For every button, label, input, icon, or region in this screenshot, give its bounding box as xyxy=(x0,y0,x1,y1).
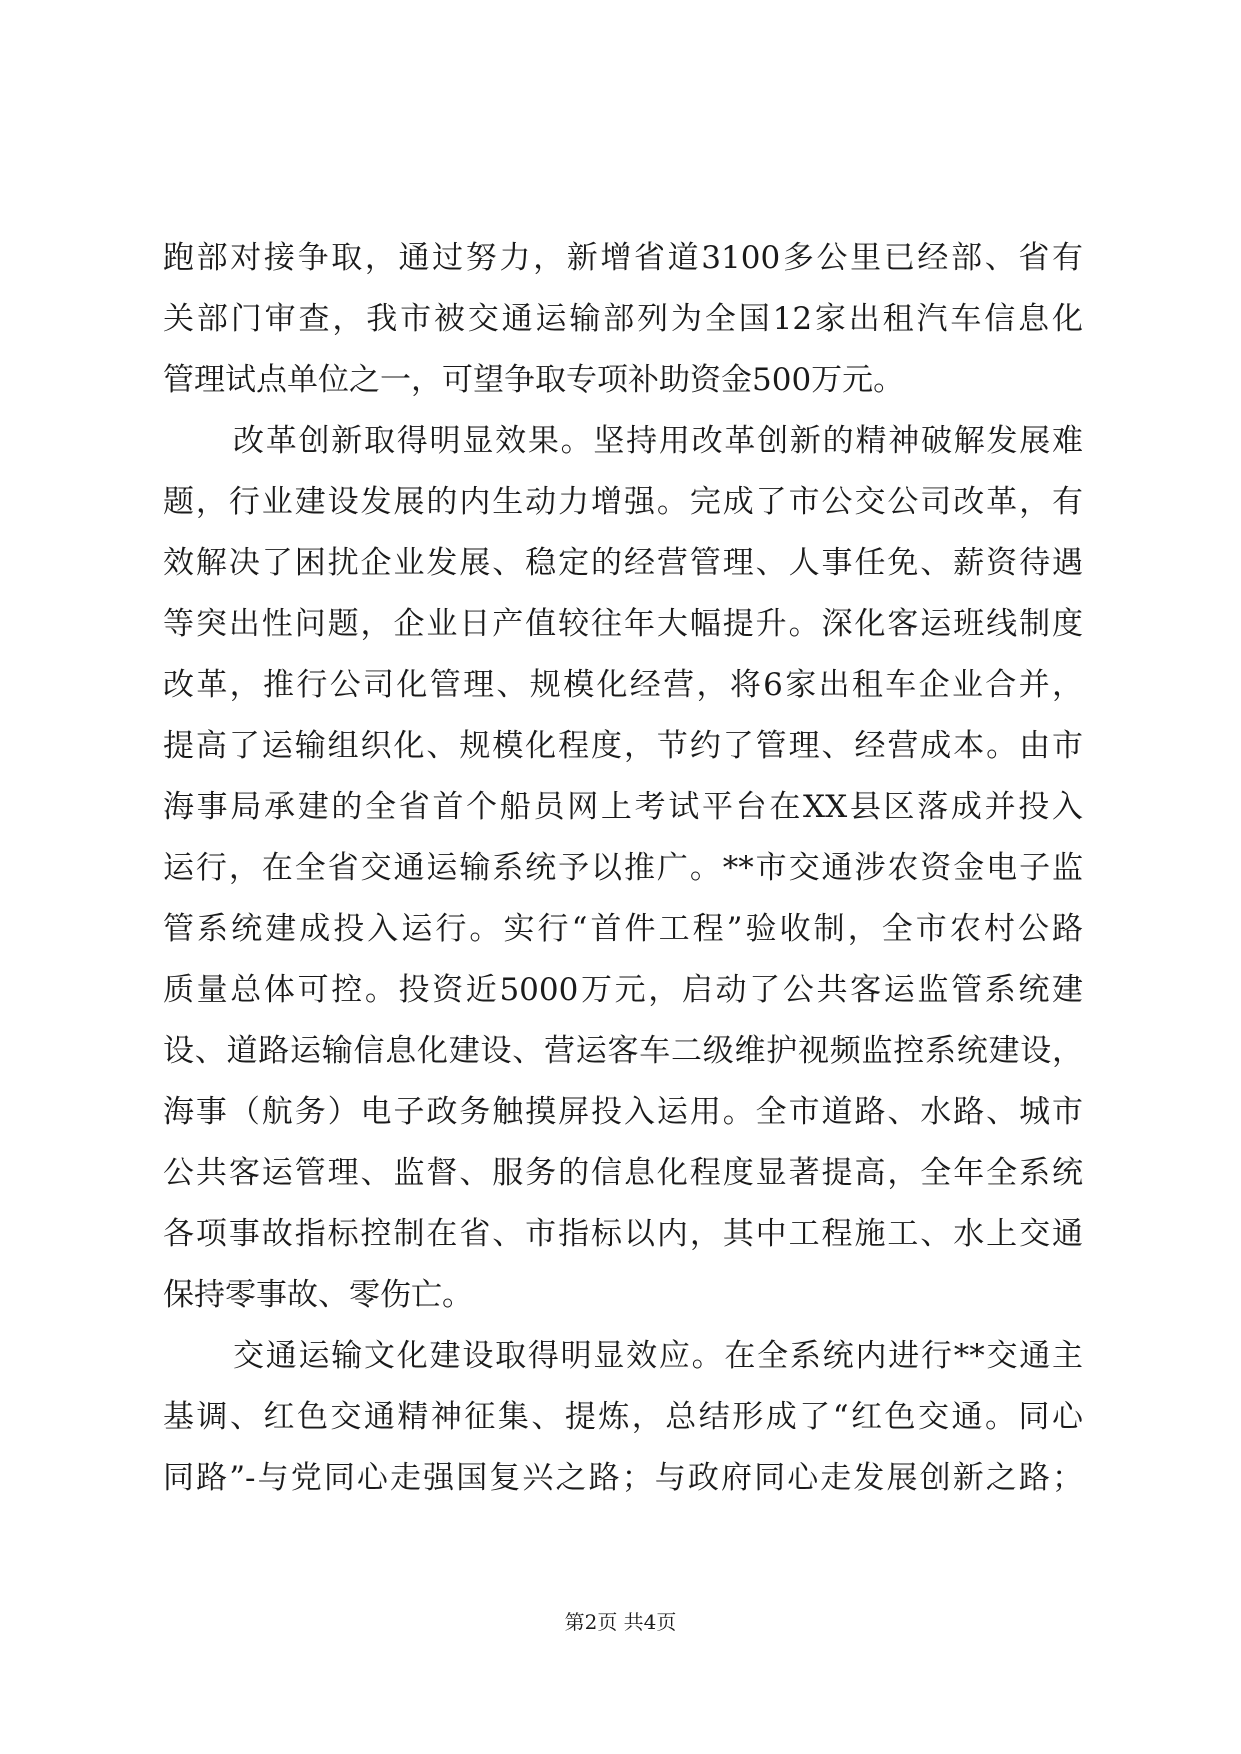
text-line: 保持零事故、零伤亡。 xyxy=(163,1277,473,1313)
text-line: 设、道路运输信息化建设、营运客车二级维护视频监控系统建设， xyxy=(163,1033,1083,1069)
text-line: 改革，推行公司化管理、规模化经营，将6家出租车企业合并， xyxy=(163,667,1083,703)
paragraph-1 xyxy=(163,228,1083,411)
paragraph-3 xyxy=(163,1326,1083,1509)
text-line: 海事局承建的全省首个船员网上考试平台在XX县区落成并投入 xyxy=(163,789,1083,825)
page-footer: 第2页 共4页 xyxy=(564,1610,677,1634)
text-line: 公共客运管理、监督、服务的信息化程度显著提高，全年全系统 xyxy=(163,1155,1083,1191)
text-line: 基调、红色交通精神征集、提炼，总结形成了“红色交通。同心 xyxy=(163,1399,1083,1435)
text-line: 海事（航务）电子政务触摸屏投入运用。全市道路、水路、城市 xyxy=(163,1094,1083,1130)
text-line: 质量总体可控。投资近5000万元，启动了公共客运监管系统建 xyxy=(163,972,1083,1008)
text-line: 管理试点单位之一，可望争取专项补助资金500万元。 xyxy=(163,362,905,398)
text-line: 跑部对接争取，通过努力，新增省道3100多公里已经部、省有 xyxy=(163,240,1083,276)
text-line: 同路”-与党同心走强国复兴之路；与政府同心走发展创新之路； xyxy=(163,1460,1083,1496)
text-line: 管系统建成投入运行。实行“首件工程”验收制，全市农村公路 xyxy=(163,911,1083,947)
document-body xyxy=(163,228,1083,1509)
text-line: 效解决了困扰企业发展、稳定的经营管理、人事任免、薪资待遇 xyxy=(163,545,1083,581)
paragraph-2 xyxy=(163,411,1083,1326)
text-line: 题，行业建设发展的内生动力增强。完成了市公交公司改革，有 xyxy=(163,484,1083,520)
text-line: 各项事故指标控制在省、市指标以内，其中工程施工、水上交通 xyxy=(163,1216,1083,1252)
text-line: 等突出性问题，企业日产值较往年大幅提升。深化客运班线制度 xyxy=(163,606,1083,642)
text-line: 改革创新取得明显效果。坚持用改革创新的精神破解发展难 xyxy=(233,423,1083,459)
text-line: 提高了运输组织化、规模化程度，节约了管理、经营成本。由市 xyxy=(163,728,1083,764)
text-line: 关部门审查，我市被交通运输部列为全国12家出租汽车信息化 xyxy=(163,301,1083,337)
text-line: 交通运输文化建设取得明显效应。在全系统内进行**交通主 xyxy=(233,1338,1083,1374)
text-line: 运行，在全省交通运输系统予以推广。**市交通涉农资金电子监 xyxy=(163,850,1083,886)
